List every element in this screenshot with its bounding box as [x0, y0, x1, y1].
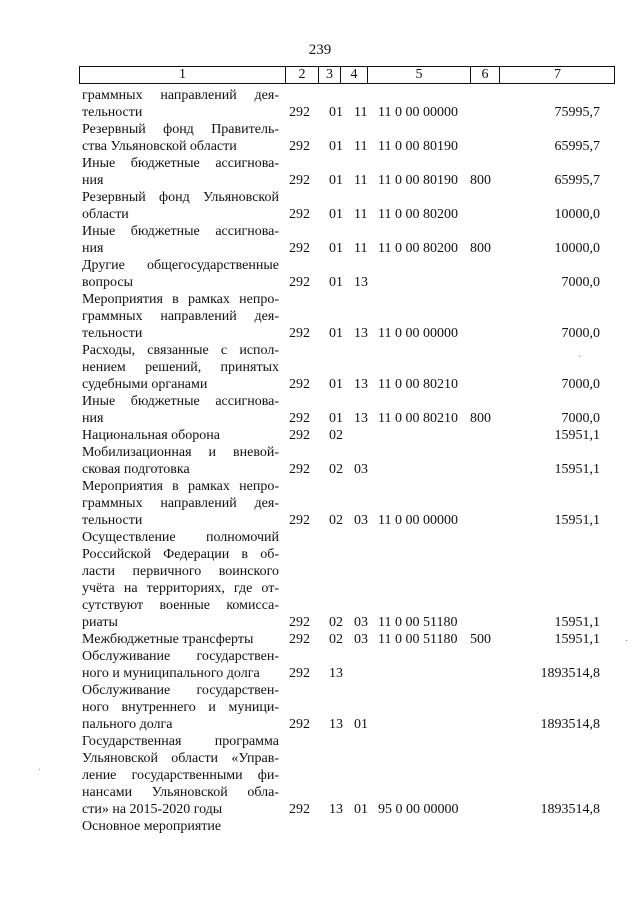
row-subsection-code: 03: [354, 632, 368, 647]
row-name-line: ласти первичного воинского: [82, 564, 279, 579]
row-subsection-code: 11: [354, 241, 368, 256]
column-header-2: 2: [298, 67, 306, 82]
column-header-row: [79, 66, 615, 84]
row-target-code: 95 0 00 00000: [378, 802, 459, 817]
scan-speck: ·: [38, 765, 42, 776]
row-ved-code: 292: [289, 513, 310, 528]
row-ved-code: 292: [289, 241, 310, 256]
column-header-5: 5: [415, 67, 423, 82]
row-name-line: Резервный фонд Правитель-: [82, 122, 279, 137]
row-ved-code: 292: [289, 666, 310, 681]
row-name-line: ния: [82, 173, 104, 188]
row-name-line: ного и муниципального долга: [82, 666, 260, 681]
row-subsection-code: 11: [354, 207, 368, 222]
row-target-code: 11 0 00 80210: [378, 377, 458, 392]
row-section-code: 01: [329, 241, 343, 256]
column-header-7: 7: [554, 67, 561, 82]
row-ved-code: 292: [289, 802, 310, 817]
row-subsection-code: 03: [354, 462, 368, 477]
table-row: [0, 682, 640, 733]
row-name-line: судебными органами: [82, 377, 208, 392]
row-ved-code: 292: [289, 462, 310, 477]
row-name-line: граммных направлений дея-: [82, 309, 279, 324]
row-name-line: ния: [82, 241, 104, 256]
row-amount: 1893514,8: [540, 802, 600, 817]
row-amount: 7000,0: [561, 411, 600, 426]
row-subsection-code: 03: [354, 615, 368, 630]
row-name-line: нансами Ульяновской обла-: [82, 785, 279, 800]
row-name-line: сти» на 2015-2020 годы: [82, 802, 223, 817]
row-name-line: ление государственными фи-: [82, 768, 279, 783]
row-name: [82, 393, 279, 427]
row-name-line: Обслуживание государствен-: [82, 683, 279, 698]
table-row: [0, 393, 640, 427]
table-row: [0, 155, 640, 189]
row-subsection-code: 01: [354, 802, 368, 817]
row-name-line: Другие общегосударственные: [82, 258, 279, 273]
row-ved-code: 292: [289, 632, 310, 647]
table-row: [0, 478, 640, 529]
row-section-code: 13: [329, 666, 343, 681]
row-target-code: 11 0 00 80210: [378, 411, 458, 426]
row-ved-code: 292: [289, 105, 310, 120]
row-ved-code: 292: [289, 139, 310, 154]
row-expense-type: 800: [470, 173, 491, 188]
row-section-code: 01: [329, 275, 343, 290]
table-row: [0, 733, 640, 818]
row-section-code: 02: [329, 513, 343, 528]
row-name: [82, 529, 279, 631]
row-name-line: Основное мероприятие: [82, 819, 222, 834]
row-name: [82, 291, 279, 342]
row-name: [82, 818, 279, 835]
row-amount: 1893514,8: [540, 666, 600, 681]
row-name-line: Ульяновской области «Управ-: [82, 751, 279, 766]
row-target-code: 11 0 00 80200: [378, 241, 458, 256]
row-name-line: Мобилизационная и вневой-: [82, 445, 279, 460]
table-row: [0, 121, 640, 155]
row-section-code: 01: [329, 377, 343, 392]
table-row: [0, 223, 640, 257]
row-expense-type: 800: [470, 241, 491, 256]
row-ved-code: 292: [289, 173, 310, 188]
row-name-line: Резервный фонд Ульяновской: [82, 190, 279, 205]
row-name-line: Иные бюджетные ассигнова-: [82, 156, 279, 171]
column-header-4: 4: [350, 67, 358, 82]
row-name-line: пального долга: [82, 717, 173, 732]
row-name: [82, 121, 279, 155]
row-subsection-code: 13: [354, 326, 368, 341]
row-ved-code: 292: [289, 377, 310, 392]
row-section-code: 13: [329, 717, 343, 732]
row-name-line: Обслуживание государствен-: [82, 649, 279, 664]
row-section-code: 01: [329, 105, 343, 120]
row-name: [82, 257, 279, 291]
table-row: [0, 342, 640, 393]
scan-speck: ·: [578, 352, 582, 363]
row-ved-code: 292: [289, 275, 310, 290]
row-name-line: Национальная оборона: [82, 428, 220, 443]
row-name-line: учёта на территориях, где от-: [82, 581, 279, 596]
row-subsection-code: 13: [354, 377, 368, 392]
row-amount: 15951,1: [554, 428, 600, 443]
table-row: [0, 818, 640, 835]
row-name: [82, 342, 279, 393]
row-section-code: 13: [329, 802, 343, 817]
row-name-line: Иные бюджетные ассигнова-: [82, 224, 279, 239]
row-ved-code: 292: [289, 326, 310, 341]
row-amount: 65995,7: [554, 139, 600, 154]
column-header-6: 6: [481, 67, 489, 82]
row-name-line: Мероприятия в рамках непро-: [82, 479, 279, 494]
row-name-line: Осуществление полномочий: [82, 530, 279, 545]
table-row: [0, 257, 640, 291]
row-name-line: Российской Федерации в об-: [82, 547, 279, 562]
row-amount: 7000,0: [561, 275, 600, 290]
row-name-line: Расходы, связанные с испол-: [82, 343, 279, 358]
row-name: [82, 682, 279, 733]
row-target-code: 11 0 00 80200: [378, 207, 458, 222]
row-name-line: тельности: [82, 326, 143, 341]
row-ved-code: 292: [289, 207, 310, 222]
table-row: [0, 427, 640, 444]
row-name-line: ного внутреннего и муници-: [82, 700, 279, 715]
row-amount: 10000,0: [554, 207, 600, 222]
row-name-line: граммных направлений дея-: [82, 496, 279, 511]
row-section-code: 01: [329, 411, 343, 426]
row-name-line: тельности: [82, 105, 143, 120]
row-name-line: тельности: [82, 513, 143, 528]
row-subsection-code: 13: [354, 411, 368, 426]
row-name: [82, 189, 279, 223]
row-name-line: Иные бюджетные ассигнова-: [82, 394, 279, 409]
column-header-1: 1: [179, 67, 186, 82]
row-ved-code: 292: [289, 717, 310, 732]
row-name: [82, 87, 279, 121]
row-amount: 65995,7: [554, 173, 600, 188]
table-row: [0, 529, 640, 631]
row-name-line: вопросы: [82, 275, 133, 290]
row-amount: 15951,1: [554, 462, 600, 477]
row-name-line: сутствуют военные комисса-: [82, 598, 279, 613]
row-amount: 15951,1: [554, 615, 600, 630]
row-name: [82, 733, 279, 818]
row-amount: 10000,0: [554, 241, 600, 256]
row-name-line: Межбюджетные трансферты: [82, 632, 254, 647]
row-ved-code: 292: [289, 411, 310, 426]
table-row: [0, 648, 640, 682]
row-target-code: 11 0 00 51180: [378, 615, 458, 630]
row-section-code: 01: [329, 326, 343, 341]
row-target-code: 11 0 00 80190: [378, 173, 458, 188]
row-amount: 7000,0: [561, 326, 600, 341]
row-name-line: области: [82, 207, 129, 222]
table-row: [0, 631, 640, 648]
row-amount: 15951,1: [554, 632, 600, 647]
row-subsection-code: 03: [354, 513, 368, 528]
row-name-line: Мероприятия в рамках непро-: [82, 292, 279, 307]
row-section-code: 01: [329, 173, 343, 188]
row-ved-code: 292: [289, 615, 310, 630]
row-name: [82, 223, 279, 257]
row-section-code: 02: [329, 632, 343, 647]
row-name-line: нением решений, принятых: [82, 360, 279, 375]
row-name: [82, 427, 279, 444]
row-amount: 7000,0: [561, 377, 600, 392]
table-row: [0, 87, 640, 121]
row-name: [82, 155, 279, 189]
row-name: [82, 631, 279, 648]
row-subsection-code: 01: [354, 717, 368, 732]
row-name-line: ства Ульяновской области: [82, 139, 237, 154]
row-target-code: 11 0 00 00000: [378, 326, 458, 341]
row-amount: 15951,1: [554, 513, 600, 528]
row-name-line: ния: [82, 411, 104, 426]
row-target-code: 11 0 00 51180: [378, 632, 458, 647]
row-target-code: 11 0 00 00000: [378, 513, 458, 528]
row-name-line: риаты: [82, 615, 118, 630]
row-section-code: 01: [329, 207, 343, 222]
row-section-code: 02: [329, 462, 343, 477]
row-name: [82, 648, 279, 682]
row-section-code: 01: [329, 139, 343, 154]
row-expense-type: 800: [470, 411, 491, 426]
row-ved-code: 292: [289, 428, 310, 443]
row-subsection-code: 13: [354, 275, 368, 290]
row-name-line: сковая подготовка: [82, 462, 190, 477]
row-name: [82, 444, 279, 478]
row-section-code: 02: [329, 428, 343, 443]
row-name-line: граммных направлений дея-: [82, 88, 279, 103]
row-amount: 1893514,8: [540, 717, 600, 732]
row-subsection-code: 11: [354, 105, 368, 120]
row-amount: 75995,7: [554, 105, 600, 120]
row-target-code: 11 0 00 00000: [378, 105, 458, 120]
table-row: [0, 291, 640, 342]
row-section-code: 02: [329, 615, 343, 630]
table-row: [0, 444, 640, 478]
scan-speck: ·: [625, 636, 629, 647]
column-header-3: 3: [326, 67, 333, 82]
row-subsection-code: 11: [354, 173, 368, 188]
row-expense-type: 500: [470, 632, 491, 647]
row-subsection-code: 11: [354, 139, 368, 154]
row-name: [82, 478, 279, 529]
table-row: [0, 189, 640, 223]
page-number: 239: [308, 42, 332, 58]
row-target-code: 11 0 00 80190: [378, 139, 458, 154]
row-name-line: Государственная программа: [82, 734, 279, 749]
